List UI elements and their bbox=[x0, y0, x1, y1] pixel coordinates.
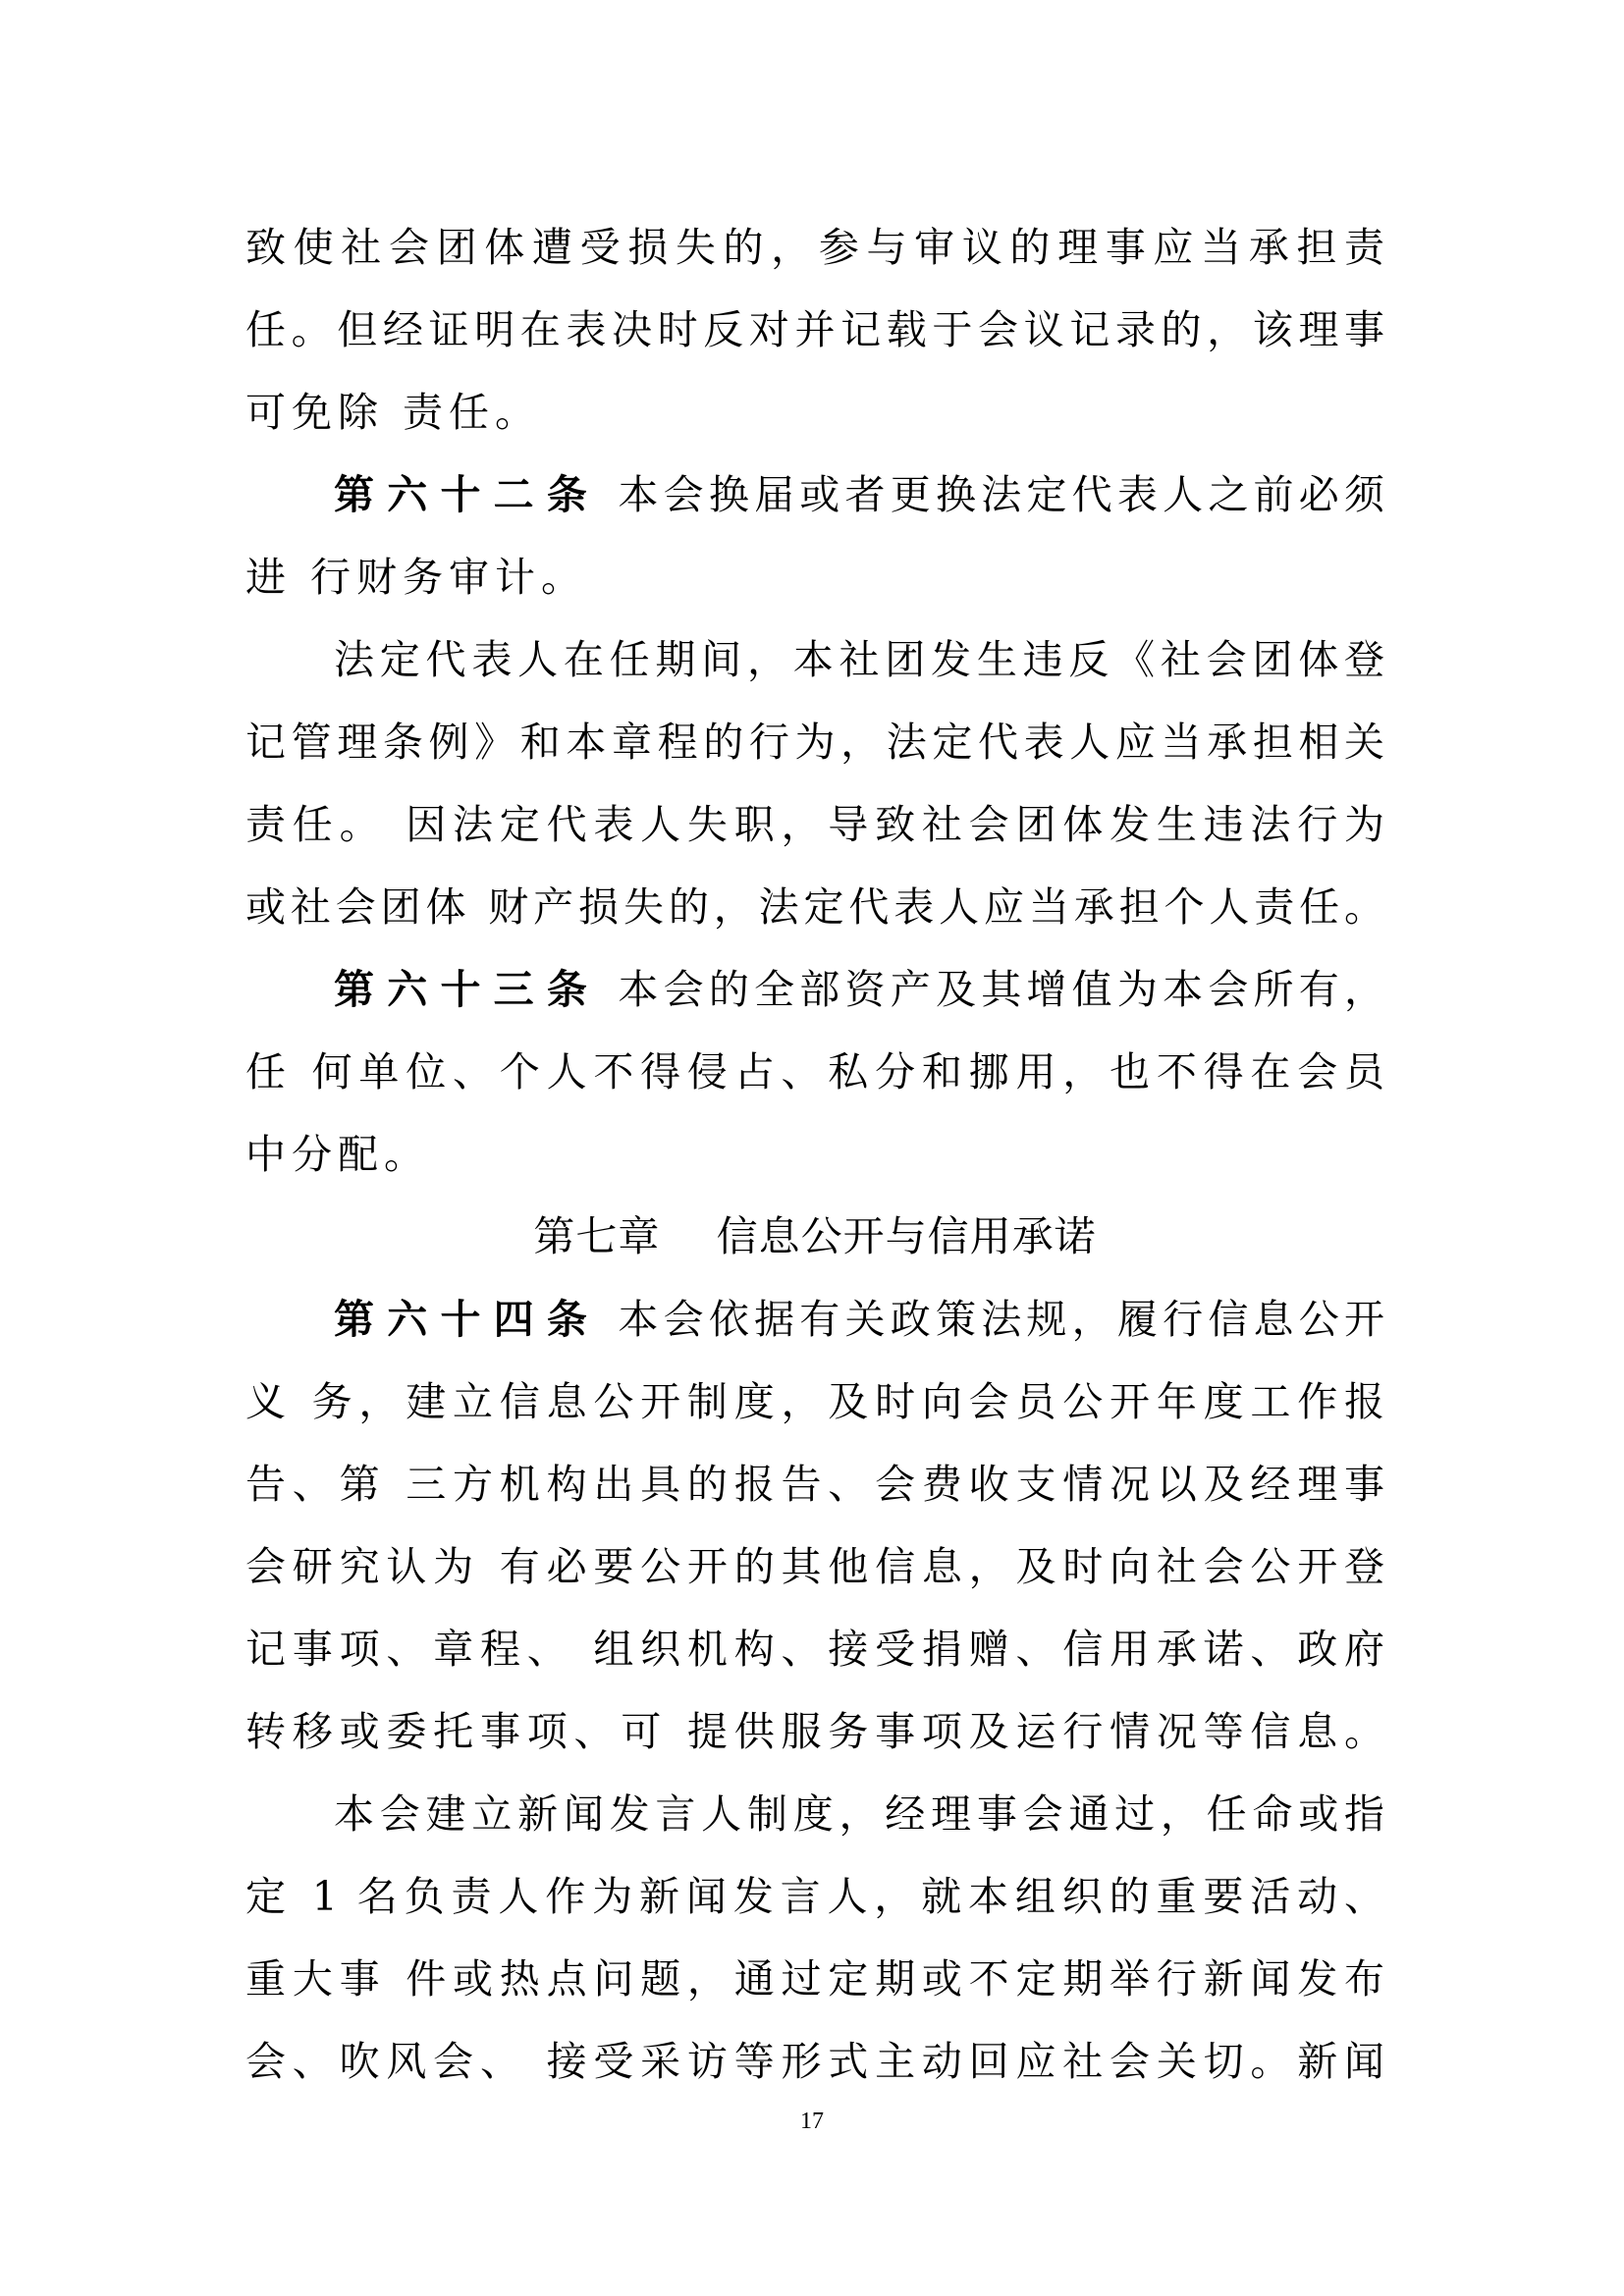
document-body bbox=[245, 206, 1384, 2103]
article-64-first-line bbox=[245, 1278, 1384, 1361]
text-line: 告、第 三方机构出具的报告、会费收支情况以及经理事 bbox=[245, 1461, 1384, 1508]
text-line: 中分配。 bbox=[245, 1131, 430, 1178]
text-line: 本会建立新闻发言人制度，经理事会通过，任命或指 bbox=[334, 1790, 1384, 1838]
article-63-first-line bbox=[245, 948, 1384, 1031]
text-line: 义 务，建立信息公开制度，及时向会员公开年度工作报 bbox=[245, 1378, 1384, 1425]
article-text: 本会的全部资产及其增值为本会所有， bbox=[600, 966, 1385, 1013]
text-line: 进 行财务审计。 bbox=[245, 554, 588, 601]
article-title: 第六十四条 bbox=[334, 1296, 601, 1343]
chapter-heading: 第七章 信息公开与信用承诺 bbox=[533, 1212, 1097, 1260]
text-line: 任。但经证明在表决时反对并记载于会议记录的，该理事 bbox=[245, 306, 1384, 353]
text-line: 会研究认为 有必要公开的其他信息，及时向社会公开登 bbox=[245, 1543, 1384, 1590]
text-line: 定 1 名负责人作为新闻发言人，就本组织的重要活动、 bbox=[245, 1873, 1384, 1920]
text-line: 法定代表人在任期间，本社团发生违反《社会团体登 bbox=[334, 636, 1384, 683]
article-title: 第六十三条 bbox=[334, 966, 601, 1013]
text-line: 责任。 因法定代表人失职，导致社会团体发生违法行为 bbox=[245, 801, 1384, 848]
article-text: 本会换届或者更换法定代表人之前必须 bbox=[600, 471, 1385, 518]
text-line: 转移或委托事项、可 提供服务事项及运行情况等信息。 bbox=[245, 1708, 1384, 1755]
text-line: 重大事 件或热点问题，通过定期或不定期举行新闻发布 bbox=[245, 1955, 1384, 2002]
article-62-first-line bbox=[245, 454, 1384, 536]
text-line: 任 何单位、个人不得侵占、私分和挪用，也不得在会员 bbox=[245, 1048, 1384, 1095]
text-line: 可免除 责任。 bbox=[245, 389, 542, 436]
text-line: 致使社会团体遭受损失的，参与审议的理事应当承担责 bbox=[245, 224, 1384, 271]
text-line: 会、吹风会、 接受采访等形式主动回应社会关切。新闻 bbox=[245, 2038, 1384, 2085]
text-line: 或社会团体 财产损失的，法定代表人应当承担个人责任。 bbox=[245, 883, 1384, 931]
text-line: 记事项、章程、 组织机构、接受捐赠、信用承诺、政府 bbox=[245, 1626, 1384, 1673]
article-title: 第六十二条 bbox=[334, 471, 601, 518]
page-number: 17 bbox=[800, 2109, 824, 2134]
text-line: 记管理条例》和本章程的行为，法定代表人应当承担相关 bbox=[245, 719, 1384, 766]
article-text: 本会依据有关政策法规，履行信息公开 bbox=[600, 1296, 1385, 1343]
